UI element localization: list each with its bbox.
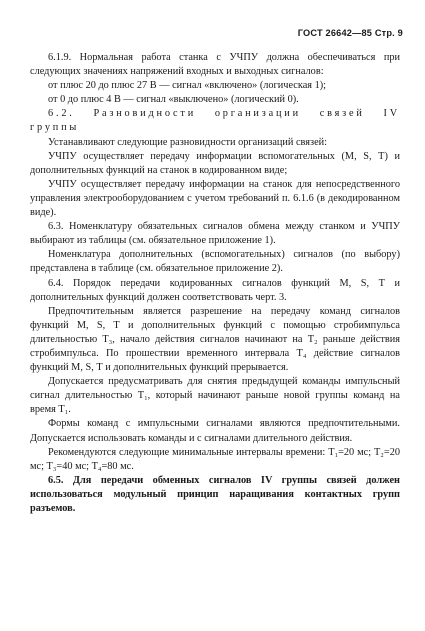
paragraph-6-4: 6.4. Порядок передачи кодированных сигналов функций М, S, Т и дополнительных функций должен соответствовать черт. 3.	[30, 277, 400, 303]
paragraph-organization-types: Устанавливают следующие разновидности организаций связей:	[48, 136, 328, 148]
paragraph-6-1-9: 6.1.9. Нормальная работа станка с УЧПУ должна обеспечиваться при следующих значениях напряжений входных и выходных сигналов:	[30, 52, 400, 78]
paragraph-previous-command: Допускается предусматривать для снятия предыдущей команды импульсный сигнал длительностью T₁, который начинают раньше новой группы команд на время T₁.	[30, 376, 400, 416]
paragraph-command-forms: Формы команд с импульсными сигналами являются предпочтительными. Допускается использовать команды и с сигналами длительного действия.	[30, 418, 400, 444]
paragraph-voltage-off: от 0 до плюс 4 В — сигнал «выключено» (логический 0).	[48, 94, 299, 106]
paragraph-additional-signals: Номенклатура дополнительных (вспомогательных) сигналов (по выбору) представлена в таблице (см. обязательное приложение 2).	[30, 249, 400, 275]
page-header: ГОСТ 26642—85 Стр. 9	[297, 28, 403, 38]
paragraph-voltage-on: от плюс 20 до плюс 27 В — сигнал «включено» (логическая 1);	[48, 80, 327, 92]
paragraph-direct-control: УЧПУ осуществляет передачу информации на станок для непосредственного управления электрооборудованием с учетом требований п. 6.1.6 (в декодированном виде).	[30, 178, 400, 219]
paragraph-time-intervals: Рекомендуются следующие минимальные интервалы времени: T₁=20 мс; T₂=20 мс; T₃=40 мс; T₄=80 мс.	[30, 446, 400, 472]
paragraph-6-5: 6.5. Для передачи обменных сигналов IV группы связей должен использоваться модульный принцип наращивания контактных групп разъемов.	[30, 474, 400, 514]
page-body	[30, 51, 400, 516]
paragraph-strobe-pulse: Предпочтительным является разрешение на передачу команд сигналов функций М, S, Т и дополнительных функций с помощью стробимпульса длительностью T₃, начало действия сигналов начинают на T₂ раньше действия стробимпульса. По прошествии временного интервала T₄ действие сигналов функций М, S, Т и дополнительных функций прерывается.	[30, 305, 400, 374]
paragraph-6-3: 6.3. Номенклатуру обязательных сигналов обмена между станком и УЧПУ выбирают из таблицы (см. обязательное приложение 1).	[30, 221, 400, 247]
section-heading-6-2: 6.2. Разновидности организации связей IV группы	[30, 108, 400, 134]
paragraph-coded-transfer: УЧПУ осуществляет передачу информации вспомогательных (М, S, Т) и дополнительных функций на станок в кодированном виде;	[30, 150, 400, 176]
